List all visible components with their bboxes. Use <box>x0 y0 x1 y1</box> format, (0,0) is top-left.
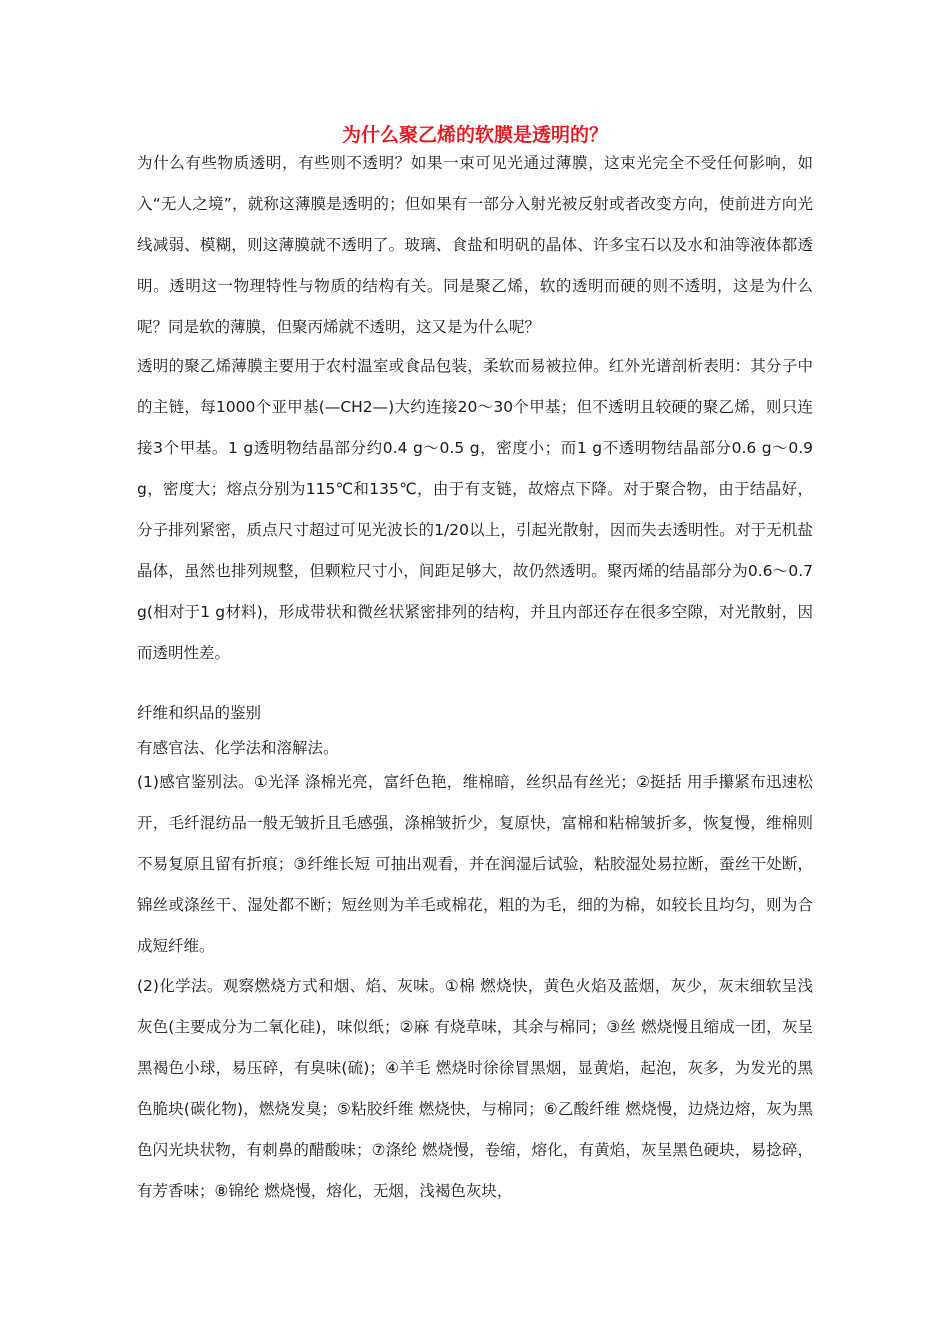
chemical-method-paragraph <box>137 966 813 1212</box>
chemical-method-text: (2)化学法。观察燃烧方式和烟、焰、灰味。①棉 燃烧快，黄色火焰及蓝烟，灰少，灰末细软呈浅灰色(主要成分为二氧化硅)，味似纸；②麻 有烧草味，其余与棉同；③丝 燃烧慢且缩成一团，灰呈黑褐色小球，易压碎，有臭味(硫)；④羊毛 燃烧时徐徐冒黑烟，显黄焰，起泡，灰多，为发光的黑色脆块(碳化物)，燃烧发臭；⑤粘胶纤维 燃烧快，与棉同；⑥乙酸纤维 燃烧慢，边烧边熔，灰为黑色闪光块状物，有刺鼻的醋酸味；⑦涤纶 燃烧慢，卷缩，熔化，有黄焰，灰呈黑色硬块，易捻碎，有芳香味；⑧锦纶 燃烧慢，熔化，无烟，浅褐色灰块， <box>137 977 813 1200</box>
fiber-methods-summary: 有感官法、化学法和溶解法。 <box>137 739 339 757</box>
crystallinity-paragraph <box>137 346 813 674</box>
fiber-section-heading: 纤维和织品的鉴别 <box>137 704 262 722</box>
sensory-method-text: (1)感官鉴别法。①光泽 涤棉光亮，富纤色艳，维棉暗，丝织品有丝光；②挺括 用手攥紧布迅速松开，毛纤混纺品一般无皱折且毛感强，涤棉皱折少，复原快，富棉和粘棉皱折多，恢复慢，维棉则不易复原且留有折痕；③纤维长短 可抽出观看，并在润湿后试验，粘胶湿处易拉断，蚕丝干处断，锦丝或涤丝干、湿处都不断；短丝则为羊毛或棉花，粗的为毛，细的为棉，如较长且均匀，则为合成短纤维。 <box>137 773 813 955</box>
intro-text: 为什么有些物质透明，有些则不透明？如果一束可见光通过薄膜，这束光完全不受任何影响，如入“无人之境”，就称这薄膜是透明的；但如果有一部分入射光被反射或者改变方向，使前进方向光线减弱、模糊，则这薄膜就不透明了。玻璃、食盐和明矾的晶体、许多宝石以及水和油等液体都透明。透明这一物理特性与物质的结构有关。同是聚乙烯，软的透明而硬的则不透明，这是为什么呢？同是软的薄膜，但聚丙烯就不透明，这又是为什么呢？ <box>137 154 813 336</box>
document-title: 为什么聚乙烯的软膜是透明的？ <box>341 124 608 146</box>
sensory-method-paragraph <box>137 762 813 967</box>
crystallinity-text: 透明的聚乙烯薄膜主要用于农村温室或食品包装，柔软而易被拉伸。红外光谱剖析表明：其分子中的主链，每1000个亚甲基(—CH2—)大约连接20～30个甲基；但不透明且较硬的聚乙烯，则只连接3个甲基。1 g透明物结晶部分约0.4 g～0.5 g，密度小；而1 g不透明物结晶部分0.6 g～0.9 g，密度大；熔点分别为115℃和135℃，由于有支链，故熔点下降。对于聚合物，由于结晶好，分子排列紧密，质点尺寸超过可见光波长的1/20以上，引起光散射，因而失去透明性。对于无机盐晶体，虽然也排列规整，但颗粒尺寸小，间距足够大，故仍然透明。聚丙烯的结晶部分为0.6～0.7 g(相对于1 g材料)，形成带状和微丝状紧密排列的结构，并且内部还存在很多空隙，对光散射，因而透明性差。 <box>137 357 813 662</box>
intro-paragraph <box>137 143 813 348</box>
